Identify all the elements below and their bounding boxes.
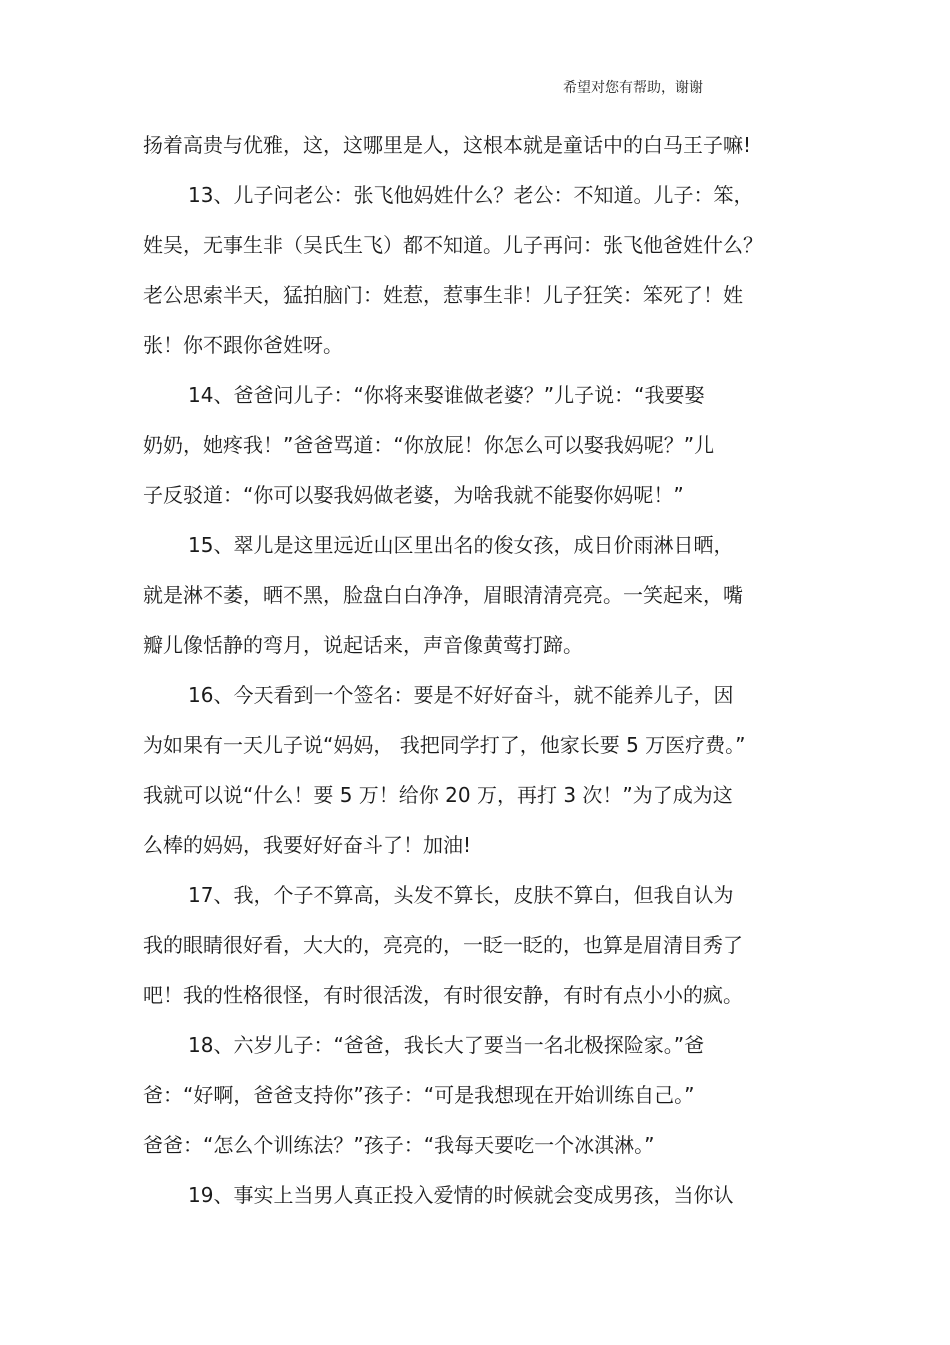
text-line: 就是淋不萎，晒不黑，脸盘白白净净，眉眼清清亮亮。一笑起来，嘴 xyxy=(143,583,743,607)
text-line: 子反驳道：“你可以娶我妈做老婆，为啥我就不能娶你妈呢！” xyxy=(143,483,684,507)
text-line: 17、我，个子不算高，头发不算长，皮肤不算白，但我自认为 xyxy=(188,883,734,907)
text-line: 14、爸爸问儿子：“你将来娶谁做老婆？”儿子说：“我要娶 xyxy=(188,383,705,407)
text-line: 瓣儿像恬静的弯月，说起话来，声音像黄莺打蹄。 xyxy=(143,633,583,657)
text-line: 张！你不跟你爸姓呀。 xyxy=(143,333,343,357)
text-line: 扬着高贵与优雅，这，这哪里是人，这根本就是童话中的白马王子嘛! xyxy=(143,133,752,157)
text-line: 吧！我的性格很怪，有时很活泼，有时很安静，有时有点小小的疯。 xyxy=(143,983,743,1007)
text-line: 我的眼睛很好看，大大的，亮亮的，一眨一眨的，也算是眉清目秀了 xyxy=(143,933,743,957)
text-line: 16、今天看到一个签名：要是不好好奋斗，就不能养儿子，因 xyxy=(188,683,734,707)
text-line: 奶奶，她疼我！”爸爸骂道：“你放屁！你怎么可以娶我妈呢？”儿 xyxy=(143,433,715,457)
text-line: 爸爸：“怎么个训练法？”孩子：“我每天要吃一个冰淇淋。” xyxy=(143,1133,655,1157)
text-line: 13、儿子问老公：张飞他妈姓什么？老公：不知道。儿子：笨， xyxy=(188,183,754,207)
text-line: 我就可以说“什么！要 5 万！给你 20 万，再打 3 次！”为了成为这 xyxy=(143,783,733,807)
text-line: 么棒的妈妈，我要好好奋斗了！加油! xyxy=(143,833,472,857)
text-line: 15、翠儿是这里远近山区里出名的俊女孩，成日价雨淋日晒， xyxy=(188,533,734,557)
page-header: 希望对您有帮助，谢谢 xyxy=(563,80,703,96)
text-line: 姓吴，无事生非（吴氏生飞）都不知道。儿子再问：张飞他爸姓什么？ xyxy=(143,233,763,257)
text-line: 18、六岁儿子：“爸爸，我长大了要当一名北极探险家。”爸 xyxy=(188,1033,705,1057)
text-line: 老公思索半天，猛拍脑门：姓惹，惹事生非！儿子狂笑：笨死了！姓 xyxy=(143,283,743,307)
text-line: 爸：“好啊，爸爸支持你”孩子：“可是我想现在开始训练自己。” xyxy=(143,1083,695,1107)
text-line: 为如果有一天儿子说“妈妈， 我把同学打了，他家长要 5 万医疗费。” xyxy=(143,733,746,757)
text-line: 19、事实上当男人真正投入爱情的时候就会变成男孩，当你认 xyxy=(188,1183,734,1207)
